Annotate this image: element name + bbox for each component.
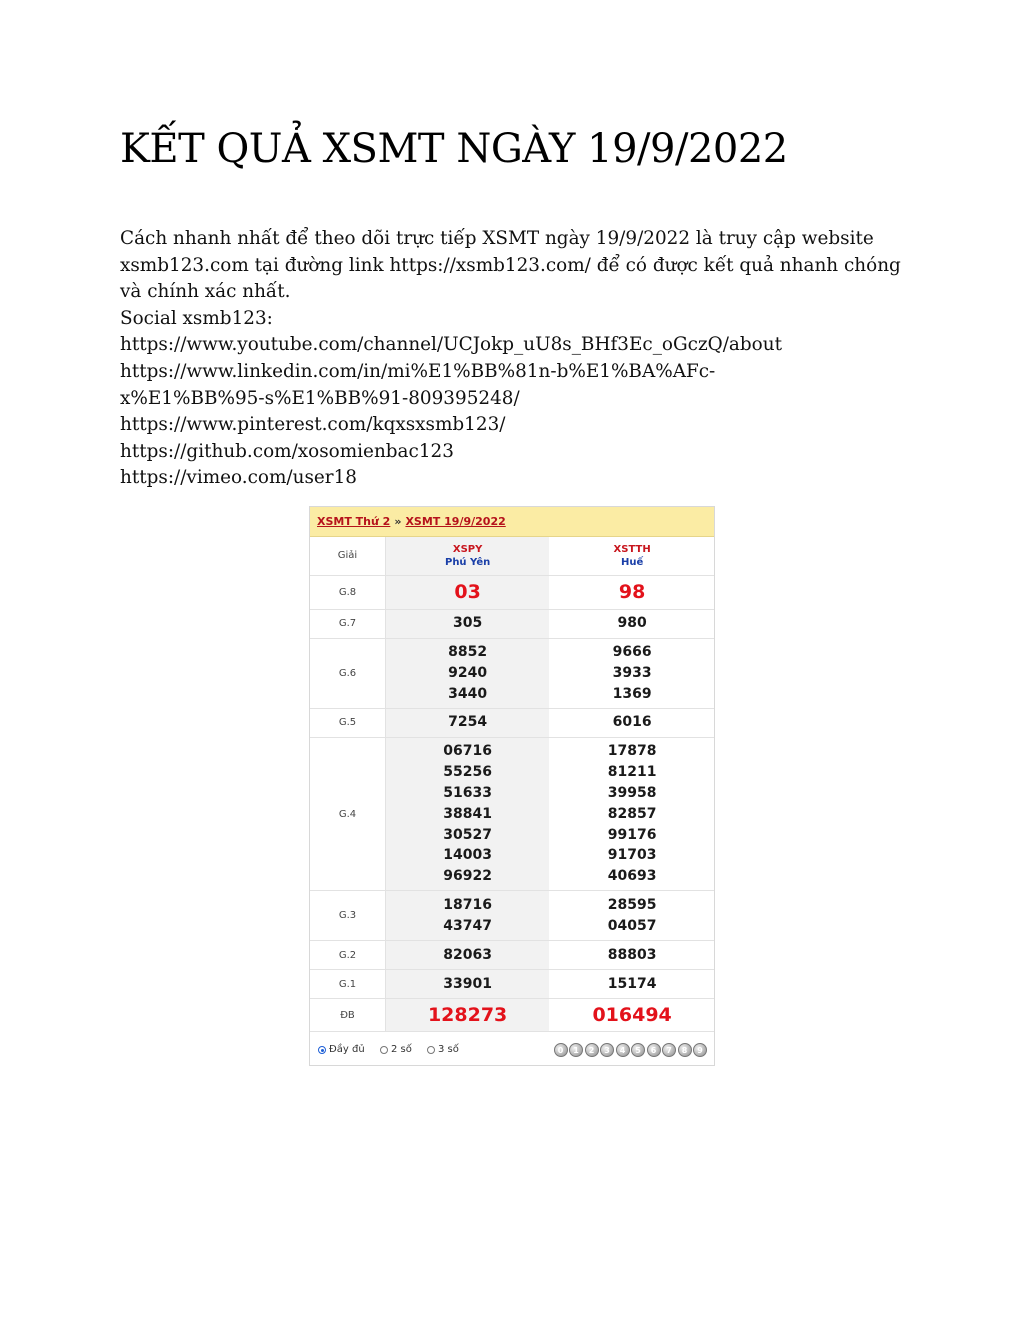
breadcrumb: [310, 507, 714, 537]
prize-cell: [386, 891, 550, 941]
prize-row: [310, 638, 714, 708]
intro-paragraph: Cách nhanh nhất để theo dõi trực tiếp XSMT ngày 19/9/2022 là truy cập website xsmb123.com tại đường link https://xsmb123.com/ để có được kết quả nhanh chóng và chính xác nhất.: [120, 228, 901, 303]
prize-row: [310, 609, 714, 638]
prize-number: 82857: [607, 805, 657, 822]
youtube-link[interactable]: https://www.youtube.com/channel/UCJokp_uU8s_BHf3Ec_oGczQ/about: [120, 334, 782, 356]
prize-cell: [386, 708, 550, 737]
digit-filter-button[interactable]: 1: [569, 1043, 583, 1057]
prize-cell: [550, 941, 714, 970]
digit-filter-button[interactable]: 6: [647, 1043, 661, 1057]
prize-cell: [386, 737, 550, 891]
option-label: Đầy đủ: [329, 1044, 365, 1055]
prize-number: 43747: [443, 917, 492, 934]
prize-number: 9240: [448, 664, 488, 681]
prize-number: 30527: [443, 826, 492, 843]
digit-filter-button[interactable]: 7: [662, 1043, 676, 1057]
prize-label: ĐB: [310, 999, 386, 1032]
digit-filter-button[interactable]: 5: [631, 1043, 645, 1057]
prize-row: [310, 999, 714, 1032]
option-full[interactable]: [318, 1035, 365, 1065]
prize-cell: [550, 609, 714, 638]
prize-cell: [386, 970, 550, 999]
prize-cell: [550, 999, 714, 1032]
prize-label: G.2: [310, 941, 386, 970]
prize-number: 980: [617, 615, 647, 632]
prize-number: 88803: [607, 946, 657, 963]
prize-number: 33901: [443, 975, 492, 992]
prize-header-label: Giải: [310, 537, 386, 575]
radio-icon: [380, 1046, 388, 1054]
prize-number: 51633: [443, 784, 492, 801]
prize-number: 14003: [443, 847, 492, 864]
prize-number: 17878: [607, 743, 657, 760]
prize-number: 06716: [443, 743, 492, 760]
prize-number: 3933: [612, 664, 652, 681]
prize-row: [310, 891, 714, 941]
digit-filter-button[interactable]: 3: [600, 1043, 614, 1057]
github-link[interactable]: https://github.com/xosomienbac123: [120, 440, 454, 462]
intro-text: [120, 226, 920, 492]
province-header-row: [310, 537, 714, 575]
linkedin-link-continued[interactable]: x%E1%BB%95-s%E1%BB%91-809395248/: [120, 387, 520, 409]
digit-filter-button[interactable]: 9: [693, 1043, 707, 1057]
prize-cell: [386, 638, 550, 708]
prize-number: 305: [453, 615, 483, 632]
prize-cell: [386, 999, 550, 1032]
prize-number: 81211: [607, 764, 657, 781]
digit-filter-balls: [552, 1043, 707, 1057]
prize-number: 03: [454, 581, 481, 603]
prize-row: [310, 970, 714, 999]
prize-label: G.8: [310, 575, 386, 609]
option-label: 3 số: [438, 1044, 459, 1055]
prize-number: 04057: [607, 917, 657, 934]
option-3-digits[interactable]: [427, 1035, 459, 1065]
prize-number: 6016: [612, 714, 652, 731]
prize-cell: [386, 941, 550, 970]
prize-number: 55256: [443, 764, 492, 781]
prize-number: 99176: [607, 826, 657, 843]
prize-number: 28595: [607, 896, 657, 913]
prize-number: 3440: [448, 685, 488, 702]
digit-filter-button[interactable]: 0: [554, 1043, 568, 1057]
province-code[interactable]: XSPY: [452, 543, 483, 555]
province-header: [550, 537, 714, 575]
breadcrumb-separator: »: [394, 515, 402, 528]
province-name[interactable]: Phú Yên: [444, 556, 491, 568]
prize-cell: [386, 575, 550, 609]
result-table: [310, 537, 714, 1032]
prize-cell: [550, 575, 714, 609]
social-heading: Social xsmb123:: [120, 307, 273, 329]
prize-number: 39958: [607, 784, 657, 801]
prize-label: G.7: [310, 609, 386, 638]
radio-icon: [318, 1046, 326, 1054]
digit-filter-button[interactable]: 8: [678, 1043, 692, 1057]
prize-number: 8852: [448, 644, 488, 660]
prize-number: 91703: [607, 847, 657, 864]
linkedin-link[interactable]: https://www.linkedin.com/in/mi%E1%BB%81n-b%E1%BA%AFc-: [120, 360, 716, 382]
prize-number: 15174: [607, 975, 657, 992]
option-label: 2 số: [391, 1044, 412, 1055]
prize-number: 40693: [607, 868, 657, 885]
breadcrumb-link-date[interactable]: XSMT 19/9/2022: [405, 515, 506, 528]
prize-label: G.3: [310, 891, 386, 941]
prize-row: [310, 708, 714, 737]
prize-cell: [550, 638, 714, 708]
prize-number: 7254: [448, 714, 488, 731]
breadcrumb-link-weekday[interactable]: XSMT Thứ 2: [317, 515, 391, 528]
prize-number: 38841: [443, 805, 492, 822]
display-controls: [310, 1035, 714, 1065]
lottery-result-image: [309, 506, 715, 1066]
vimeo-link[interactable]: https://vimeo.com/user18: [120, 467, 357, 489]
prize-label: G.5: [310, 708, 386, 737]
prize-label: G.6: [310, 638, 386, 708]
prize-cell: [550, 708, 714, 737]
prize-cell: [550, 891, 714, 941]
prize-number: 016494: [592, 1004, 672, 1027]
prize-cell: [386, 609, 550, 638]
province-code[interactable]: XSTTH: [613, 543, 651, 555]
radio-icon: [427, 1046, 435, 1054]
prize-cell: [550, 737, 714, 891]
pinterest-link[interactable]: https://www.pinterest.com/kqxsxsmb123/: [120, 414, 506, 436]
prize-number: 82063: [443, 946, 492, 963]
province-name[interactable]: Huế: [620, 556, 644, 568]
prize-row: [310, 575, 714, 609]
prize-number: 1369: [612, 685, 652, 702]
prize-cell: [550, 970, 714, 999]
prize-number: 128273: [427, 1004, 508, 1027]
prize-number: 18716: [443, 896, 492, 913]
prize-row: [310, 737, 714, 891]
prize-number: 96922: [443, 868, 492, 885]
prize-number: 98: [618, 581, 646, 603]
prize-number: 9666: [612, 644, 652, 660]
digit-filter-button[interactable]: 4: [616, 1043, 630, 1057]
prize-row: [310, 941, 714, 970]
prize-label: G.4: [310, 737, 386, 891]
prize-label: G.1: [310, 970, 386, 999]
province-header: [386, 537, 550, 575]
option-2-digits[interactable]: [380, 1035, 412, 1065]
digit-filter-button[interactable]: 2: [585, 1043, 599, 1057]
page-title: KẾT QUẢ XSMT NGÀY 19/9/2022: [120, 126, 788, 172]
